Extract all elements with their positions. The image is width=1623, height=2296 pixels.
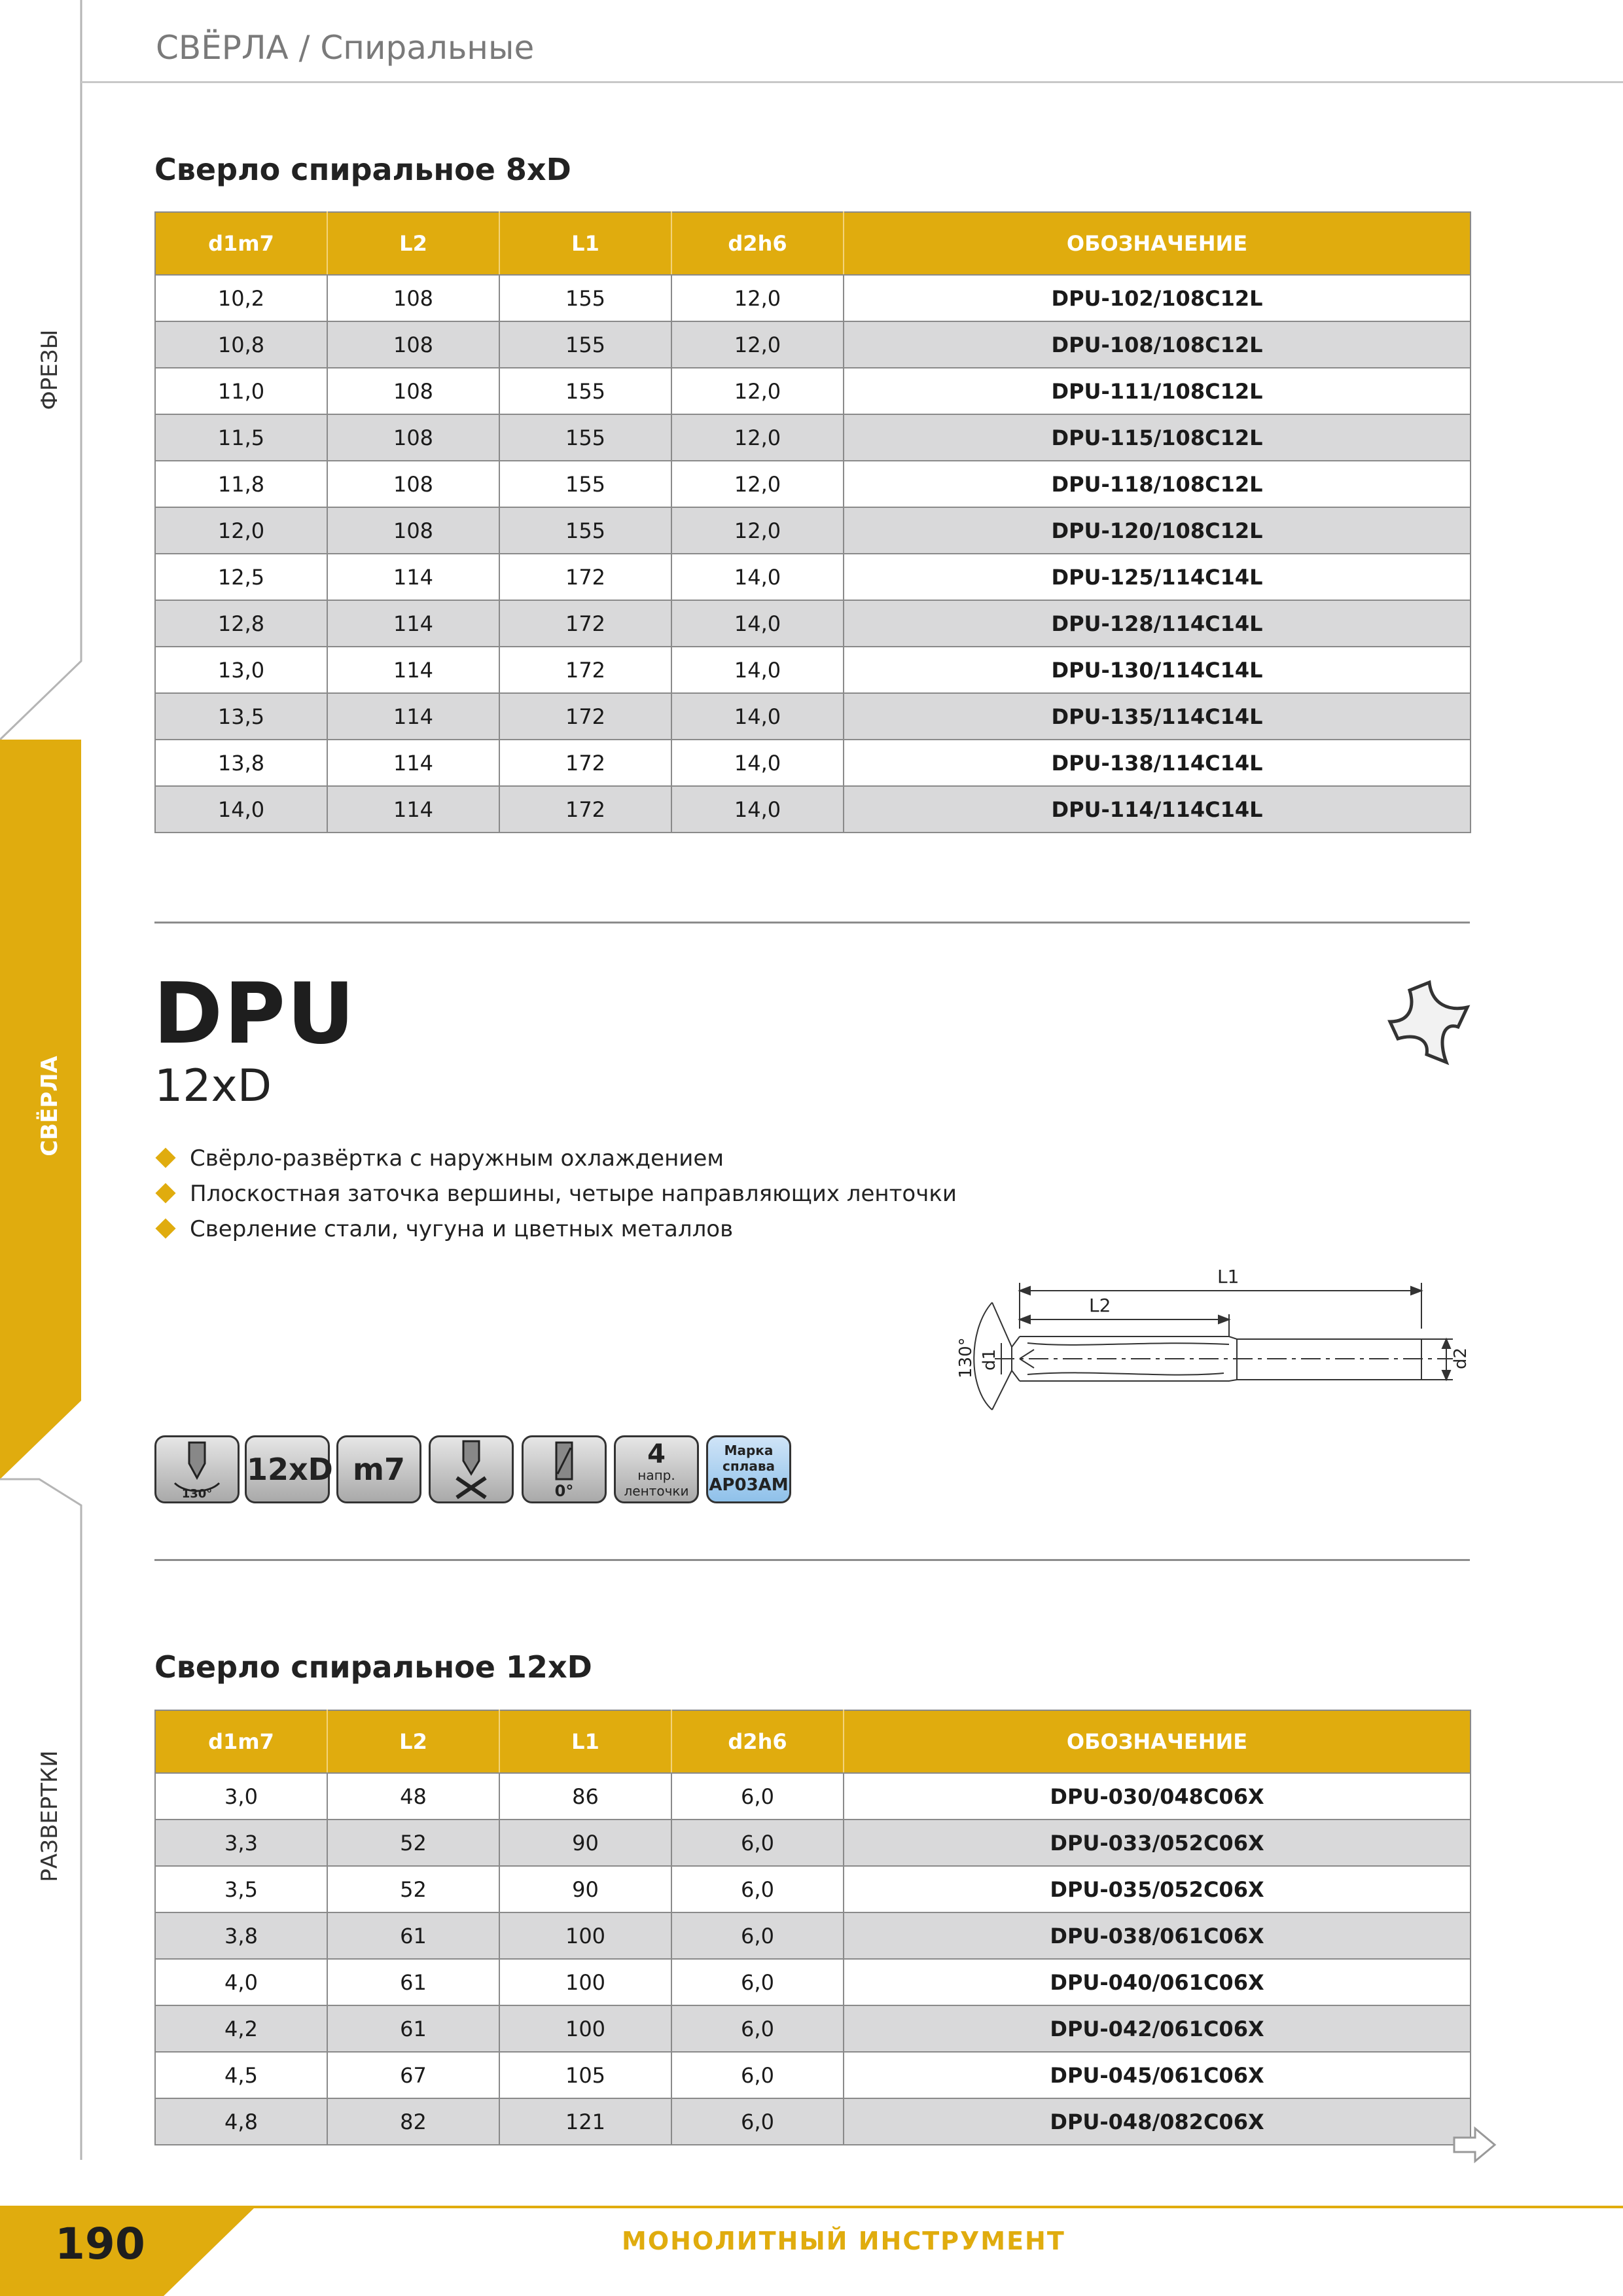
table-cell: 3,5	[155, 1866, 327, 1912]
column-header: d2h6	[671, 212, 844, 275]
designation-cell: DPU-128/114C14L	[844, 600, 1471, 647]
section-title-8xd: Сверло спиральное 8xD	[154, 152, 571, 187]
table-cell: 3,8	[155, 1912, 327, 1959]
designation-cell: DPU-138/114C14L	[844, 740, 1471, 786]
table-row	[155, 1820, 1471, 1866]
table-cell: 155	[499, 461, 671, 507]
table-cell: 114	[327, 647, 499, 693]
section-title-12xd: Сверло спиральное 12xD	[154, 1649, 592, 1685]
footer-title: МОНОЛИТНЫЙ ИНСТРУМЕНТ	[622, 2227, 1065, 2255]
page-number: 190	[55, 2219, 145, 2269]
table-cell: 6,0	[671, 2005, 844, 2052]
designation-cell: DPU-115/108C12L	[844, 414, 1471, 461]
table-row	[155, 2052, 1471, 2098]
designation-cell: DPU-114/114C14L	[844, 786, 1471, 833]
table-cell: 172	[499, 647, 671, 693]
table-cell: 48	[327, 1773, 499, 1820]
table-cell: 14,0	[155, 786, 327, 833]
svg-text:0°: 0°	[554, 1482, 574, 1500]
table-cell: 114	[327, 693, 499, 740]
table-row	[155, 1912, 1471, 1959]
table-cell: 90	[499, 1820, 671, 1866]
table-row	[155, 2098, 1471, 2145]
table-cell: 11,0	[155, 368, 327, 414]
table-cell: 114	[327, 786, 499, 833]
table-cell: 6,0	[671, 1773, 844, 1820]
table-cell: 12,0	[671, 275, 844, 321]
table-cell: 108	[327, 275, 499, 321]
dim-l1-label: L1	[1217, 1266, 1240, 1287]
table-row	[155, 507, 1471, 554]
diamond-bullet-icon	[155, 1218, 175, 1238]
dim-d2-label: d2	[1451, 1347, 1471, 1369]
table-cell: 155	[499, 507, 671, 554]
spec-table-8xd	[154, 211, 1471, 833]
table-cell: 11,8	[155, 461, 327, 507]
designation-cell: DPU-130/114C14L	[844, 647, 1471, 693]
table-cell: 13,5	[155, 693, 327, 740]
table-cell: 86	[499, 1773, 671, 1820]
column-header: L1	[499, 212, 671, 275]
straight-flute-icon	[524, 1437, 605, 1501]
svg-text:130°: 130°	[181, 1487, 213, 1501]
sidebar-item-razvertki[interactable]: РАЗВЕРТКИ	[37, 1750, 63, 1882]
designation-cell: DPU-038/061C06X	[844, 1912, 1471, 1959]
table-row	[155, 1959, 1471, 2005]
table-cell: 6,0	[671, 1959, 844, 2005]
designation-cell: DPU-120/108C12L	[844, 507, 1471, 554]
next-page-arrow-icon[interactable]	[1452, 2126, 1499, 2164]
table-cell: 6,0	[671, 1820, 844, 1866]
header-divider	[81, 81, 1623, 83]
table-cell: 12,5	[155, 554, 327, 600]
table-cell: 14,0	[671, 600, 844, 647]
table-cell: 3,3	[155, 1820, 327, 1866]
table-cell: 52	[327, 1820, 499, 1866]
table-cell: 3,0	[155, 1773, 327, 1820]
designation-cell: DPU-042/061C06X	[844, 2005, 1471, 2052]
drill-tip-icon	[156, 1437, 238, 1501]
section-divider	[154, 1559, 1470, 1561]
margins-badge: 4 напр. ленточки	[614, 1435, 699, 1503]
table-cell: 6,0	[671, 1866, 844, 1912]
table-cell: 10,8	[155, 321, 327, 368]
table-cell: 114	[327, 554, 499, 600]
table-cell: 108	[327, 507, 499, 554]
designation-cell: DPU-125/114C14L	[844, 554, 1471, 600]
table-cell: 67	[327, 2052, 499, 2098]
table-cell: 82	[327, 2098, 499, 2145]
table-header-row	[155, 1710, 1471, 1773]
table-cell: 121	[499, 2098, 671, 2145]
table-cell: 11,5	[155, 414, 327, 461]
column-header: d1m7	[155, 212, 327, 275]
table-row	[155, 1773, 1471, 1820]
designation-cell: DPU-040/061C06X	[844, 1959, 1471, 2005]
tolerance-badge: m7	[336, 1435, 421, 1503]
table-cell: 12,0	[671, 461, 844, 507]
column-header: L2	[327, 1710, 499, 1773]
table-cell: 4,2	[155, 2005, 327, 2052]
table-cell: 12,8	[155, 600, 327, 647]
table-cell: 14,0	[671, 647, 844, 693]
table-row	[155, 461, 1471, 507]
table-row	[155, 600, 1471, 647]
table-cell: 172	[499, 786, 671, 833]
length-badge: 12xD	[245, 1435, 330, 1503]
table-cell: 105	[499, 2052, 671, 2098]
table-cell: 108	[327, 321, 499, 368]
table-row	[155, 414, 1471, 461]
column-header: d2h6	[671, 1710, 844, 1773]
table-cell: 172	[499, 600, 671, 647]
dim-l2-label: L2	[1089, 1295, 1111, 1316]
table-cell: 12,0	[671, 321, 844, 368]
feature-item: Свёрло-развёртка с наружным охлаждением	[154, 1145, 724, 1172]
coolant-badge	[429, 1435, 514, 1503]
table-row	[155, 740, 1471, 786]
table-cell: 4,0	[155, 1959, 327, 2005]
table-cell: 10,2	[155, 275, 327, 321]
table-cell: 108	[327, 368, 499, 414]
designation-cell: DPU-033/052C06X	[844, 1820, 1471, 1866]
feature-item: Сверление стали, чугуна и цветных металлов	[154, 1216, 733, 1242]
table-cell: 114	[327, 600, 499, 647]
product-variant: 12xD	[154, 1060, 272, 1112]
table-row	[155, 554, 1471, 600]
table-cell: 14,0	[671, 740, 844, 786]
product-name: DPU	[153, 965, 356, 1063]
designation-cell: DPU-030/048C06X	[844, 1773, 1471, 1820]
alloy-badge: Марка сплава AP03AM	[706, 1435, 791, 1503]
diamond-bullet-icon	[155, 1147, 175, 1168]
table-cell: 90	[499, 1866, 671, 1912]
table-row	[155, 275, 1471, 321]
table-row	[155, 1866, 1471, 1912]
table-cell: 108	[327, 461, 499, 507]
dim-d1-label: d1	[980, 1348, 999, 1371]
table-cell: 12,0	[671, 414, 844, 461]
point-angle-badge	[154, 1435, 240, 1503]
table-cell: 4,5	[155, 2052, 327, 2098]
no-internal-coolant-icon	[431, 1437, 512, 1501]
rake-angle-badge	[522, 1435, 607, 1503]
table-cell: 155	[499, 275, 671, 321]
table-row	[155, 321, 1471, 368]
page-header-title: СВЁРЛА / Спиральные	[156, 29, 535, 67]
table-cell: 100	[499, 1959, 671, 2005]
column-header: L1	[499, 1710, 671, 1773]
table-cell: 12,0	[155, 507, 327, 554]
table-cell: 100	[499, 2005, 671, 2052]
table-row	[155, 368, 1471, 414]
column-header: d1m7	[155, 1710, 327, 1773]
designation-cell: DPU-135/114C14L	[844, 693, 1471, 740]
table-cell: 52	[327, 1866, 499, 1912]
table-cell: 61	[327, 2005, 499, 2052]
column-header: ОБОЗНАЧЕНИЕ	[844, 1710, 1471, 1773]
table-row	[155, 647, 1471, 693]
table-cell: 14,0	[671, 786, 844, 833]
designation-cell: DPU-045/061C06X	[844, 2052, 1471, 2098]
feature-item: Плоскостная заточка вершины, четыре направляющих ленточки	[154, 1181, 957, 1207]
table-cell: 6,0	[671, 2098, 844, 2145]
designation-cell: DPU-102/108C12L	[844, 275, 1471, 321]
drill-cross-section-icon	[1386, 978, 1471, 1070]
designation-cell: DPU-111/108C12L	[844, 368, 1471, 414]
table-row	[155, 2005, 1471, 2052]
column-header: L2	[327, 212, 499, 275]
table-cell: 61	[327, 1912, 499, 1959]
table-cell: 6,0	[671, 2052, 844, 2098]
table-row	[155, 786, 1471, 833]
table-cell: 4,8	[155, 2098, 327, 2145]
designation-cell: DPU-035/052C06X	[844, 1866, 1471, 1912]
table-cell: 108	[327, 414, 499, 461]
footer-divider	[249, 2206, 1623, 2208]
table-cell: 172	[499, 693, 671, 740]
designation-cell: DPU-108/108C12L	[844, 321, 1471, 368]
table-cell: 114	[327, 740, 499, 786]
sidebar-item-sverla[interactable]: СВЁРЛА	[37, 1056, 63, 1157]
table-cell: 61	[327, 1959, 499, 2005]
column-header: ОБОЗНАЧЕНИЕ	[844, 212, 1471, 275]
table-cell: 14,0	[671, 693, 844, 740]
table-cell: 6,0	[671, 1912, 844, 1959]
section-divider	[154, 922, 1470, 924]
table-cell: 13,8	[155, 740, 327, 786]
designation-cell: DPU-118/108C12L	[844, 461, 1471, 507]
table-header-row	[155, 212, 1471, 275]
table-cell: 155	[499, 368, 671, 414]
table-cell: 14,0	[671, 554, 844, 600]
designation-cell: DPU-048/082C06X	[844, 2098, 1471, 2145]
table-cell: 12,0	[671, 368, 844, 414]
drill-dimension-diagram	[929, 1257, 1479, 1414]
table-cell: 100	[499, 1912, 671, 1959]
table-cell: 13,0	[155, 647, 327, 693]
table-cell: 155	[499, 321, 671, 368]
table-cell: 172	[499, 554, 671, 600]
table-cell: 172	[499, 740, 671, 786]
sidebar-item-frezy[interactable]: ФРЕЗЫ	[37, 329, 63, 410]
table-cell: 12,0	[671, 507, 844, 554]
table-cell: 155	[499, 414, 671, 461]
spec-table-12xd	[154, 1710, 1471, 2145]
diamond-bullet-icon	[155, 1183, 175, 1203]
dim-angle-label: 130°	[956, 1337, 976, 1378]
table-row	[155, 693, 1471, 740]
